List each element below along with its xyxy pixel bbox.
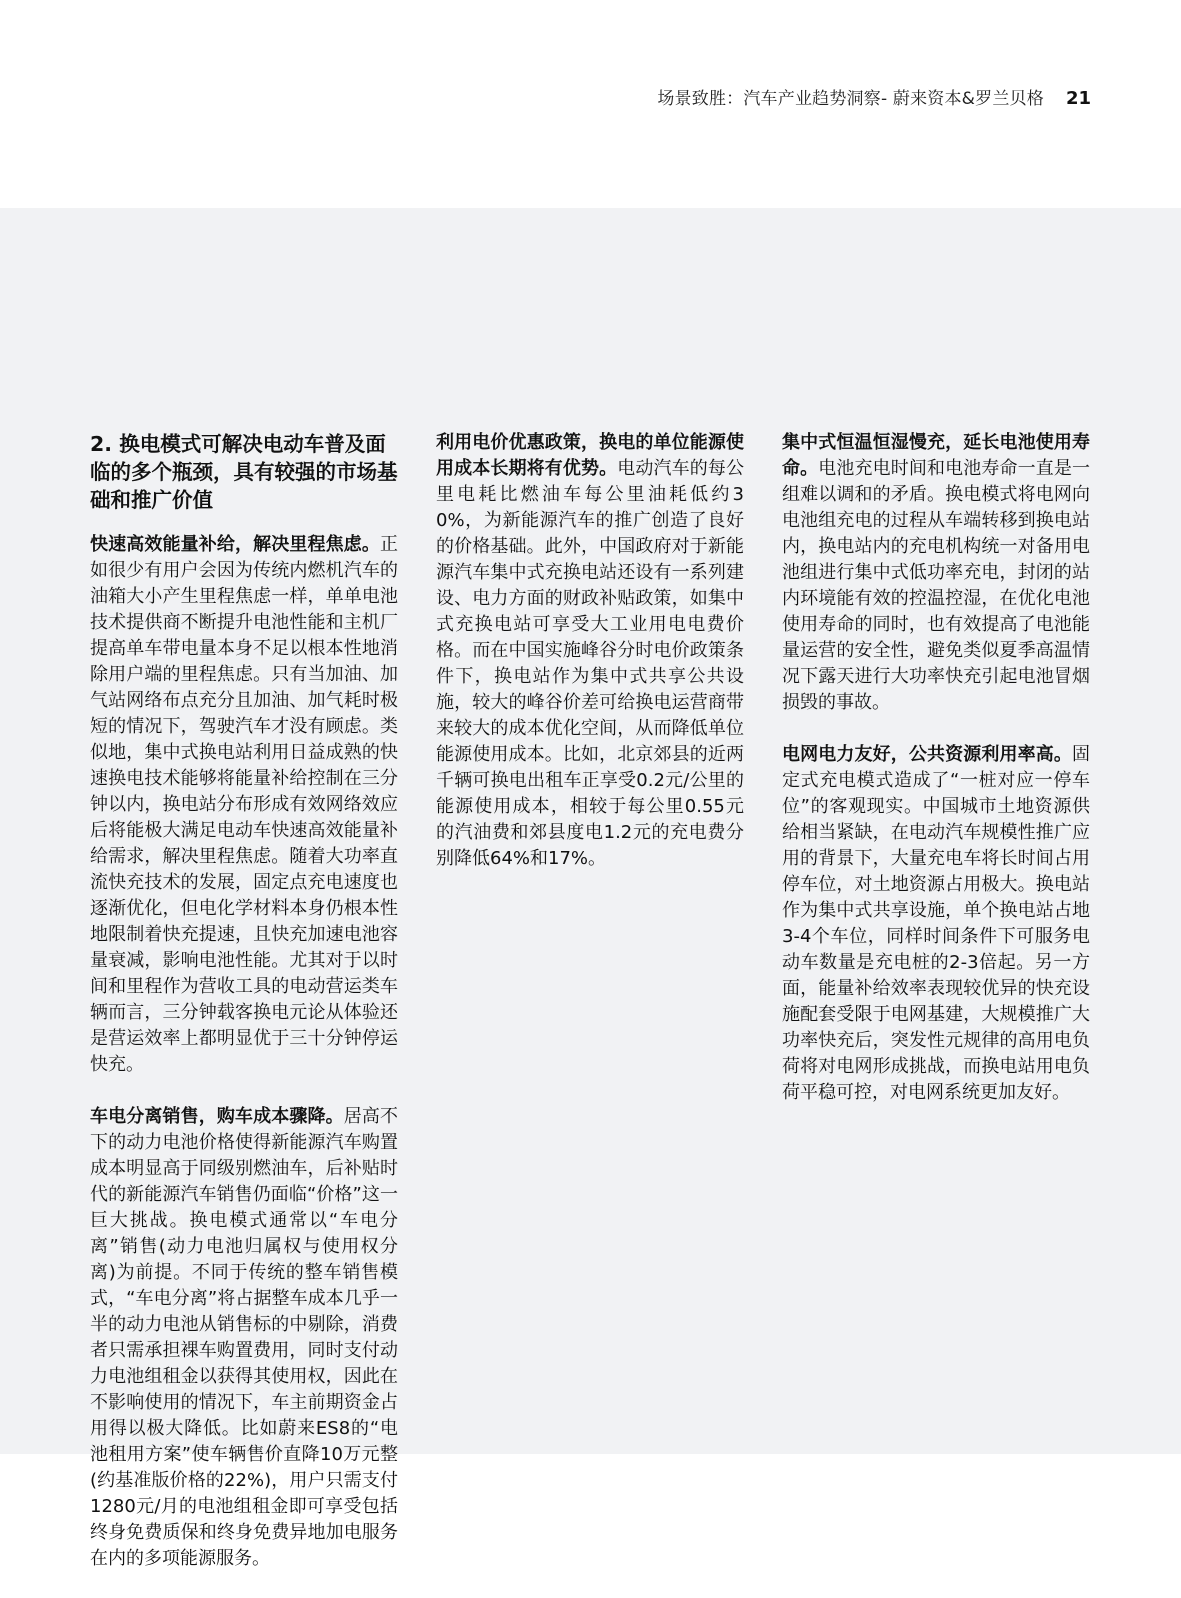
- paragraph-body: 电池充电时间和电池寿命一直是一组难以调和的矛盾。换电模式将电网向电池组充电的过程从车端转移到换电站内，换电站内的充电机构统一对备用电池组进行集中式低功率充电，封闭的站内环境能有效的控温控湿，在优化电池使用寿命的同时，也有效提高了电池能量运营的安全性，避免类似夏季高温情况下露天进行大功率快充引起电池冒烟损毁的事故。: [782, 458, 1090, 713]
- paragraph-lead: 电网电力友好，公共资源利用率高。: [782, 744, 1072, 765]
- column-1: [90, 430, 398, 1598]
- paragraph-body: 正如很少有用户会因为传统内燃机汽车的油箱大小产生里程焦虑一样，单单电池技术提供商不断提升电池性能和主机厂提高单车带电量本身不足以根本性地消除用户端的里程焦虑。只有当加油、加气站网络布点充分且加油、加气耗时极短的情况下，驾驶汽车才没有顾虑。类似地，集中式换电站利用日益成熟的快速换电技术能够将能量补给控制在三分钟以内，换电站分布形成有效网络效应后将能极大满足电动车快速高效能量补给需求，解决里程焦虑。随着大功率直流快充技术的发展，固定点充电速度也逐渐优化，但电化学材料本身仍根本性地限制着快充提速，且快充加速电池容量衰减，影响电池性能。尤其对于以时间和里程作为营收工具的电动营运类车辆而言，三分钟载客换电元论从体验还是营运效率上都明显优于三十分钟停运快充。: [90, 534, 398, 1075]
- paragraph-lead: 车电分离销售，购车成本骤降。: [90, 1106, 344, 1127]
- paragraph-slow-charging: [782, 430, 1090, 716]
- column-2: [436, 430, 744, 1598]
- paragraph-lead: 利用电价优惠政策，换电的单位能源使用成本长期将有优势。: [436, 432, 744, 479]
- paragraph-body: 固定式充电模式造成了“一桩对应一停车位”的客观现实。中国城市土地资源供给相当紧缺，在电动汽车规模性推广应用的背景下，大量充电车将长时间占用停车位，对土地资源占用极大。换电站作为集中式共享设施，单个换电站占地3-4个车位，同样时间条件下可服务电动车数量是充电桩的2-3倍起。另一方面，能量补给效率表现较优异的快充设施配套受限于电网基建，大规模推广大功率快充后，突发性元规律的高用电负荷将对电网形成挑战，而换电站用电负荷平稳可控，对电网系统更加友好。: [782, 744, 1090, 1103]
- paragraph-electricity-price: [436, 430, 744, 872]
- page-number: 21: [1065, 88, 1091, 109]
- paragraph-lead: 集中式恒温恒湿慢充，延长电池使用寿命。: [782, 432, 1090, 479]
- text-columns: [90, 430, 1090, 1598]
- paragraph-battery-separation: [90, 1104, 398, 1572]
- paragraph-lead: 快速高效能量补给，解决里程焦虑。: [90, 534, 380, 555]
- column-3: [782, 430, 1090, 1598]
- paragraph-body: 电动汽车的每公里电耗比燃油车每公里油耗低约30%，为新能源汽车的推广创造了良好的价格基础。此外，中国政府对于新能源汽车集中式充换电站还设有一系列建设、电力方面的财政补贴政策，如集中式充换电站可享受大工业用电电费价格。而在中国实施峰谷分时电价政策条件下，换电站作为集中式共享公共设施，较大的峰谷价差可给换电运营商带来较大的成本优化空间，从而降低单位能源使用成本。比如，北京郊县的近两千辆可换电出租车正享受0.2元/公里的能源使用成本，相较于每公里0.55元的汽油费和郊县度电1.2元的充电费分别降低64%和17%。: [436, 458, 744, 869]
- paragraph-grid-friendly: [782, 742, 1090, 1106]
- paragraph-body: 居高不下的动力电池价格使得新能源汽车购置成本明显高于同级别燃油车，后补贴时代的新能源汽车销售仍面临“价格”这一巨大挑战。换电模式通常以“车电分离”销售(动力电池归属权与使用权分离)为前提。不同于传统的整车销售模式，“车电分离”将占据整车成本几乎一半的动力电池从销售标的中剔除，消费者只需承担裸车购置费用，同时支付动力电池组租金以获得其使用权，因此在不影响使用的情况下，车主前期资金占用得以极大降低。比如蔚来ES8的“电池租用方案”使车辆售价直降10万元整(约基准版价格的22%)，用户只需支付1280元/月的电池组租金即可享受包括终身免费质保和终身免费异地加电服务在内的多项能源服务。: [90, 1106, 398, 1569]
- page-header: [657, 84, 1091, 109]
- running-header-title: 场景致胜：汽车产业趋势洞察- 蔚来资本&罗兰贝格: [657, 89, 1044, 109]
- paragraph-fast-energy: [90, 532, 398, 1078]
- section-title: 2. 换电模式可解决电动车普及面临的多个瓶颈，具有较强的市场基础和推广价值: [90, 432, 398, 512]
